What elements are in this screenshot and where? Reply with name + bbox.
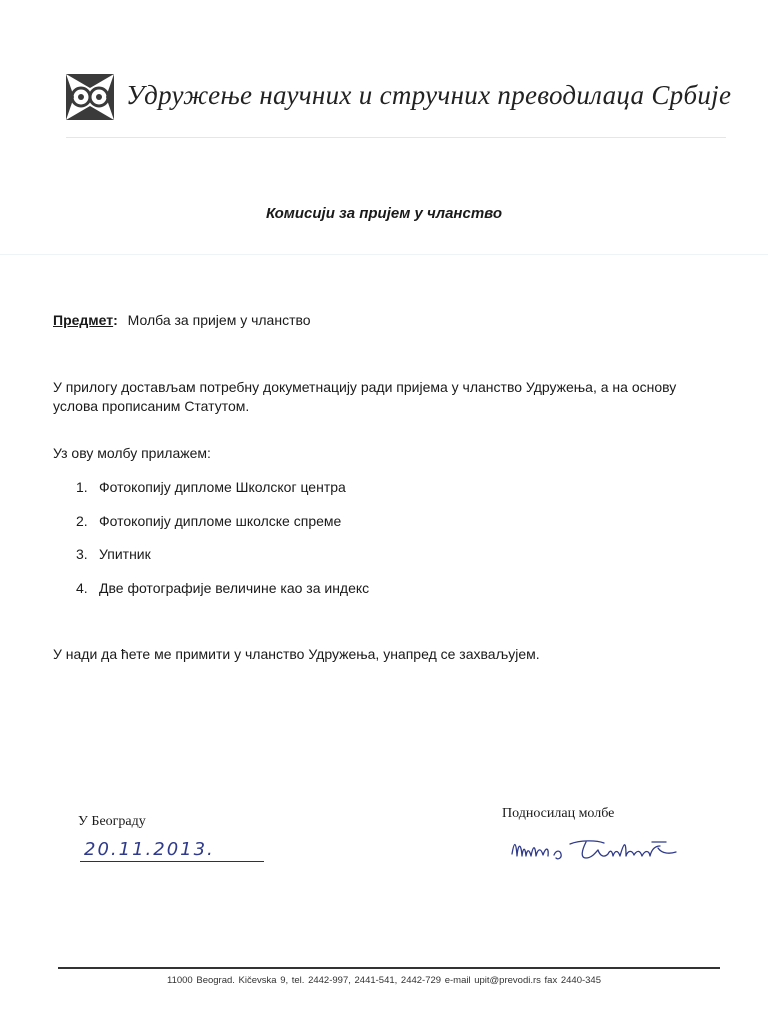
list-item: 1. Фотокопију дипломе Школског центра bbox=[76, 479, 346, 495]
letterhead bbox=[66, 72, 732, 122]
place-label: У Београду bbox=[78, 814, 146, 829]
list-item: 2. Фотокопију дипломе школске спреме bbox=[76, 512, 342, 529]
list-item: 4. Две фотографије величине као за индекс bbox=[76, 579, 370, 596]
subject-label: Предмет bbox=[53, 312, 114, 328]
intro-paragraph: У прилогу достављам потребну докуметнацију ради пријема у чланство Удружења, а на основу услова прописаним Статутом. bbox=[53, 379, 677, 414]
addressee-heading: Комисији за пријем у чланство bbox=[265, 205, 502, 222]
footer-contact: 11000 Beograd. Kičevska 9, tel. 2442-997, 2441-541, 2442-729 e-mail upit@prevodi.rs fax 2440-345 bbox=[167, 975, 601, 986]
applicant-label: Подносилац молбе bbox=[502, 806, 615, 821]
date-underline bbox=[80, 861, 264, 862]
owl-eyes-logo-icon bbox=[66, 74, 114, 120]
header-divider bbox=[66, 137, 726, 138]
scan-artifact-line bbox=[0, 254, 768, 255]
organization-name: Удружење научних и стручних преводилаца Србије bbox=[126, 80, 732, 110]
handwritten-signature bbox=[500, 828, 700, 870]
attachments-intro: Уз ову молбу прилажем: bbox=[53, 445, 211, 461]
attachments-list bbox=[76, 478, 369, 612]
handwritten-date: 20.11.2013. bbox=[84, 839, 215, 860]
list-item: 3. Упитник bbox=[76, 546, 151, 562]
subject-text: Молба за пријем у чланство bbox=[127, 312, 311, 328]
subject-colon: : bbox=[113, 312, 118, 328]
footer-divider bbox=[58, 967, 720, 969]
subject-line bbox=[53, 312, 311, 328]
closing-paragraph: У нади да ћете ме примити у чланство Удружења, унапред се захваљујем. bbox=[53, 646, 540, 662]
